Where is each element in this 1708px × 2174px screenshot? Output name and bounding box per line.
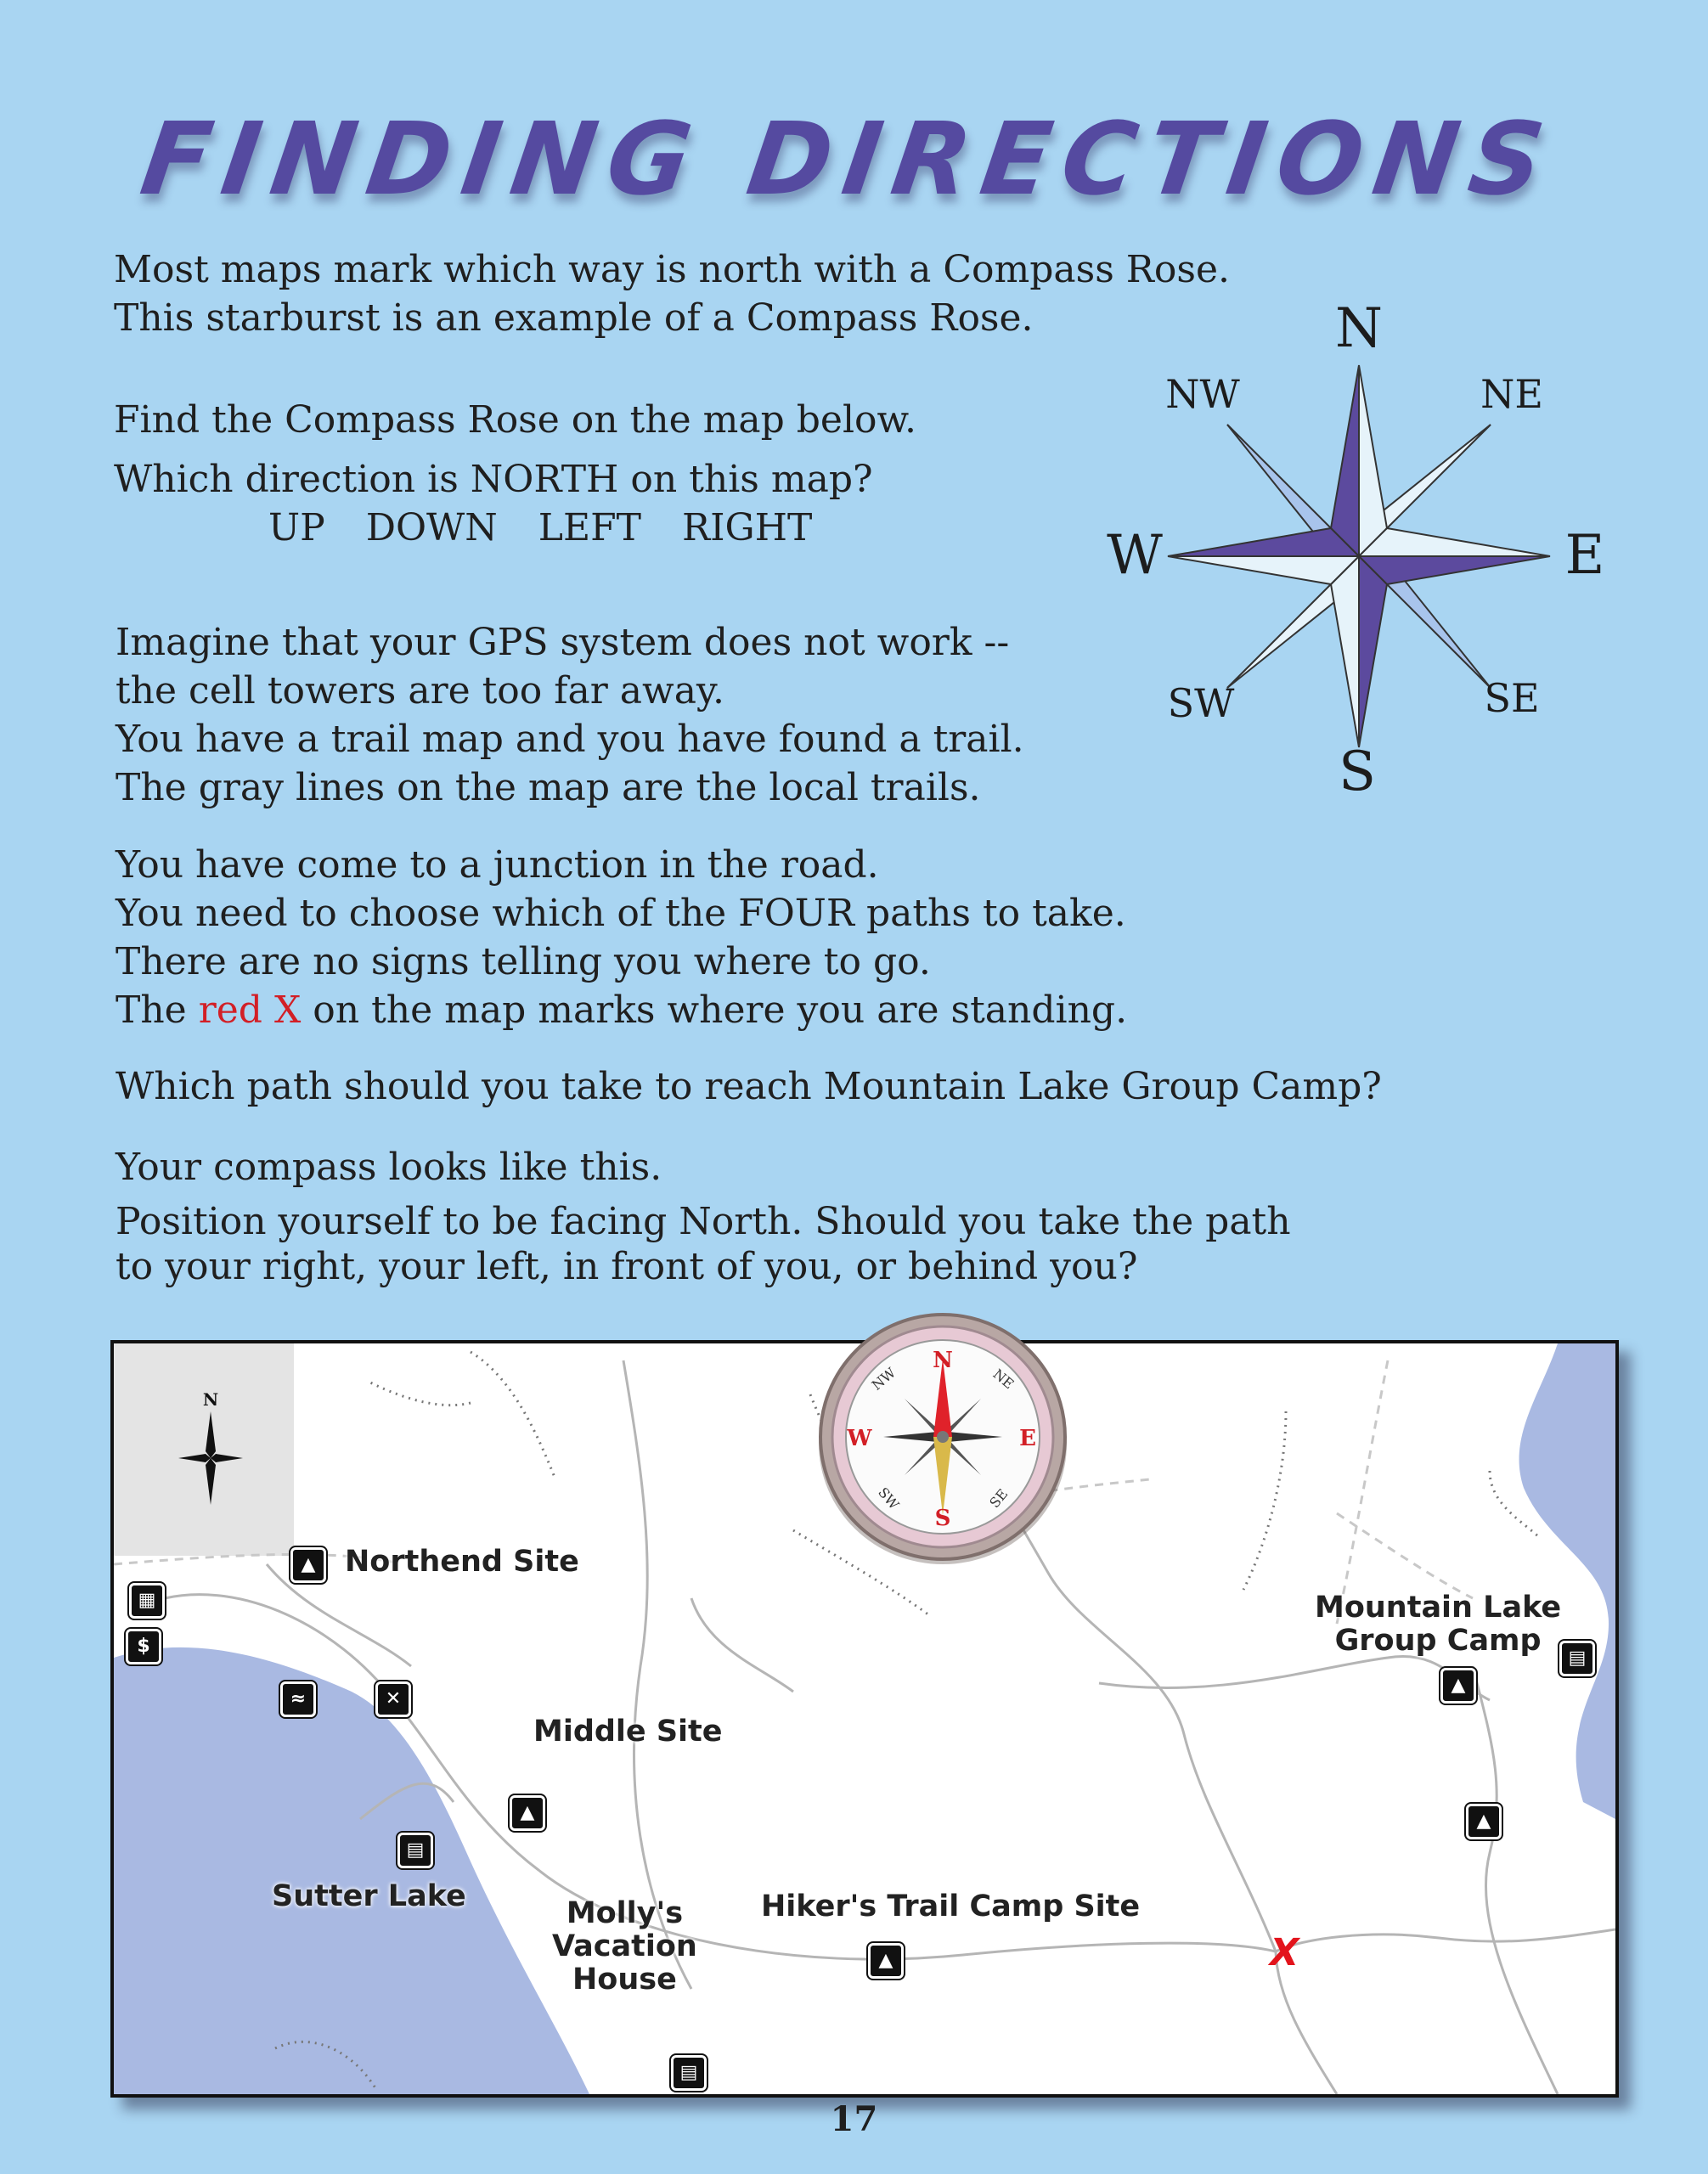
campsite-icon: ▲ (1466, 1804, 1502, 1839)
rose-label-n: N (1335, 297, 1383, 360)
mountain-lake-water (1519, 1343, 1615, 1819)
label-sutter-lake: Sutter Lake (272, 1879, 466, 1913)
picnic-icon: ✕ (375, 1681, 411, 1717)
question1-line: Find the Compass Rose on the map below. (114, 398, 916, 442)
compass-rose (1096, 297, 1639, 807)
boat-ramp-icon: ▤ (1559, 1641, 1595, 1676)
scenario-paragraph (116, 618, 1024, 812)
intro-paragraph (114, 245, 1230, 342)
restroom-icon: ▤ (671, 2055, 707, 2091)
question3-line: to your right, your left, in front of you, or behind you? (116, 1245, 1138, 1288)
compass-label-sw: SW (875, 1484, 903, 1513)
compass-label-e: E (1019, 1426, 1036, 1451)
campsite-icon: ▲ (1440, 1668, 1476, 1704)
swimming-icon: ≈ (280, 1681, 316, 1717)
compass-label-n: N (933, 1348, 953, 1373)
junction-line: You need to choose which of the FOUR paths to take. (116, 892, 1126, 935)
page-number: 17 (830, 2099, 878, 2139)
intro-line: This starburst is an example of a Compass Rose. (114, 296, 1034, 340)
page-title: FINDING DIRECTIONS (134, 100, 1563, 217)
compass-label-nw: NW (868, 1364, 899, 1394)
choice-up: UP (268, 506, 325, 549)
scenario-line: the cell towers are too far away. (116, 669, 724, 712)
junction-paragraph (116, 841, 1127, 1034)
question1-paragraph (114, 391, 916, 510)
compass-intro: Your compass looks like this. (116, 1146, 662, 1189)
rose-label-e: E (1564, 524, 1605, 587)
scenario-line: You have a trail map and you have found a trail. (116, 718, 1024, 761)
direction-choices (268, 506, 841, 549)
compass-label-se: SE (986, 1485, 1012, 1512)
campsite-icon: ▲ (290, 1547, 326, 1583)
map-gray-block (114, 1343, 294, 1556)
rose-label-s: S (1339, 741, 1376, 803)
question1-line: Which direction is NORTH on this map? (114, 458, 873, 501)
rose-label-se: SE (1484, 675, 1540, 721)
label-hikers-trail-camp: Hiker's Trail Camp Site (761, 1890, 1141, 1923)
junction-line: You have come to a junction in the road. (116, 843, 879, 887)
map-north-label: N (202, 1389, 219, 1410)
scenario-line: Imagine that your GPS system does not work -- (116, 621, 1010, 664)
compass-label-s: S (934, 1506, 951, 1531)
label-northend-site: Northend Site (345, 1545, 579, 1579)
label-mountain-lake-group-camp: Mountain Lake Group Camp (1315, 1591, 1562, 1658)
junction-line: There are no signs telling you where to go. (116, 940, 931, 983)
rose-label-sw: SW (1167, 680, 1235, 726)
rose-label-nw: NW (1165, 371, 1240, 417)
choice-right: RIGHT (681, 506, 813, 549)
fee-icon: $ (126, 1629, 161, 1664)
label-middle-site: Middle Site (533, 1715, 723, 1749)
question3-line: Position yourself to be facing North. Should you take the path (116, 1200, 1291, 1243)
hiker-camp-icon: ▲ (868, 1943, 904, 1979)
sutter-lake-water (114, 1647, 589, 2094)
choice-down: DOWN (365, 506, 498, 549)
boat-ramp-icon: ▤ (397, 1833, 433, 1868)
campsite-icon: ▲ (510, 1795, 545, 1831)
rv-icon: ▦ (129, 1583, 165, 1619)
red-x-marker: X (1265, 1931, 1304, 1974)
compass-label-w: W (847, 1426, 872, 1451)
choice-left: LEFT (538, 506, 641, 549)
redx-line: The red X on the map marks where you are standing. (116, 988, 1128, 1032)
scenario-line: The gray lines on the map are the local trails. (116, 766, 981, 809)
question2: Which path should you take to reach Mountain Lake Group Camp? (116, 1065, 1382, 1108)
rose-label-w: W (1107, 524, 1163, 587)
rose-label-ne: NE (1480, 371, 1543, 417)
label-mollys-vacation-house: Molly's Vacation House (552, 1896, 697, 1997)
compass-label-ne: NE (989, 1366, 1017, 1393)
compass-icon (815, 1309, 1070, 1564)
intro-line: Most maps mark which way is north with a Compass Rose. (114, 248, 1231, 291)
question3-paragraph (116, 1199, 1291, 1289)
red-x-highlight: red X (198, 988, 302, 1032)
